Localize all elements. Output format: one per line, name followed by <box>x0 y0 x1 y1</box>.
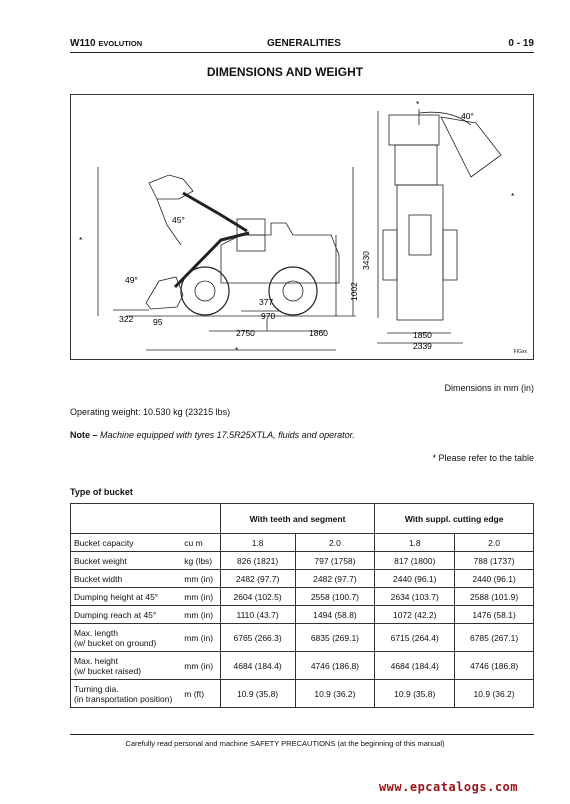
cell-value: 1072 (42.2) <box>375 606 455 624</box>
cell-value: 10.9 (36.2) <box>295 680 375 708</box>
wheelbase-front-label: 2750 <box>236 328 255 338</box>
width-label: 2339 <box>413 341 432 351</box>
row-label: Max. height (w/ bucket raised) <box>71 652 185 680</box>
row-unit: kg (lbs) <box>184 552 220 570</box>
rear-view-bucket <box>389 115 439 145</box>
model-name: W110 EVOLUTION <box>70 38 143 49</box>
header-rule <box>70 52 534 53</box>
row-label: Max. length (w/ bucket on ground) <box>71 624 185 652</box>
row-unit: mm (in) <box>184 624 220 652</box>
section-title: GENERALITIES <box>267 38 341 49</box>
table-header-row <box>71 504 534 534</box>
tyre-note <box>70 430 355 440</box>
table-header-cutting-edge: With suppl. cutting edge <box>375 504 534 534</box>
table-row <box>71 534 534 552</box>
cell-value: 2588 (101.9) <box>455 588 534 606</box>
cell-value: 2440 (96.1) <box>455 570 534 588</box>
footer-rule <box>70 734 534 735</box>
table-row <box>71 624 534 652</box>
ground-clearance-label: 377 <box>259 297 274 307</box>
star-label-side: * <box>511 191 515 201</box>
cell-value: 2482 (97.7) <box>220 570 295 588</box>
loader-drawing <box>71 95 535 361</box>
cell-value: 1110 (43.7) <box>220 606 295 624</box>
bucket-spec-table <box>70 503 534 708</box>
table-header-teeth: With teeth and segment <box>220 504 375 534</box>
page-title: DIMENSIONS AND WEIGHT <box>206 65 364 79</box>
page-header <box>70 38 534 52</box>
cell-value: 2440 (96.1) <box>375 570 455 588</box>
table-reference: * Please refer to the table <box>432 453 534 463</box>
cab-height-label: 1002 <box>349 282 359 301</box>
overall-height-label: 3430 <box>361 251 371 270</box>
lowered-bucket <box>146 277 183 309</box>
page-number: 0 - 19 <box>508 38 534 49</box>
steer-angle-label: 40° <box>461 111 474 121</box>
safety-footer: Carefully read personal and machine SAFETY PRECAUTIONS (at the beginning of this manual) <box>125 739 445 748</box>
table-header-blank <box>71 504 221 534</box>
cell-value: 1476 (58.1) <box>455 606 534 624</box>
table-row <box>71 680 534 708</box>
star-label-height: * <box>79 235 83 245</box>
note-label: Note – <box>70 430 98 440</box>
table-row <box>71 552 534 570</box>
front-wheel <box>181 267 229 315</box>
dump-angle-label: 45° <box>172 215 185 225</box>
cell-value: 2604 (102.5) <box>220 588 295 606</box>
cell-value: 6765 (266.3) <box>220 624 295 652</box>
cell-value: 2.0 <box>295 534 375 552</box>
row-label: Turning dia. (in transportation position) <box>71 680 185 708</box>
cell-value: 4746 (186.8) <box>295 652 375 680</box>
loader-body <box>221 223 339 283</box>
cell-value: 10.9 (36.2) <box>455 680 534 708</box>
operating-weight: Operating weight: 10.530 kg (23215 lbs) <box>70 407 231 417</box>
steer-angle-arc <box>419 112 471 125</box>
row-label: Bucket weight <box>71 552 185 570</box>
row-label: Bucket width <box>71 570 185 588</box>
cell-value: 826 (1821) <box>220 552 295 570</box>
wheelbase-rear-label: 1860 <box>309 328 328 338</box>
table-row <box>71 606 534 624</box>
rear-view-arms <box>395 145 437 185</box>
cell-value: 10.9 (35.8) <box>220 680 295 708</box>
steer-bucket-swung <box>441 117 501 177</box>
axle-dim-label: 970 <box>261 311 276 321</box>
cell-value: 2.0 <box>455 534 534 552</box>
cell-value: 6715 (264.4) <box>375 624 455 652</box>
bucket-dim-label: 95 <box>153 317 163 327</box>
row-unit: cu m <box>184 534 220 552</box>
cell-value: 797 (1758) <box>295 552 375 570</box>
cell-value: 6785 (267.1) <box>455 624 534 652</box>
cell-value: 6835 (269.1) <box>295 624 375 652</box>
row-label: Bucket capacity <box>71 534 185 552</box>
star-label-width: * <box>416 99 420 109</box>
star-label-length: * <box>235 345 239 355</box>
rear-view-body <box>397 185 443 320</box>
cell-value: 788 (1737) <box>455 552 534 570</box>
bucket-offset-label: 322 <box>119 314 134 324</box>
cell-value: 10.9 (35.8) <box>375 680 455 708</box>
row-unit: m (ft) <box>184 680 220 708</box>
figure-code: FIGxx <box>513 349 527 355</box>
bucket-heading: Type of bucket <box>70 487 133 497</box>
cell-value: 1494 (58.8) <box>295 606 375 624</box>
raised-arm-link <box>157 199 181 245</box>
row-unit: mm (in) <box>184 606 220 624</box>
dimension-figure <box>70 94 534 360</box>
row-unit: mm (in) <box>184 570 220 588</box>
row-unit: mm (in) <box>184 652 220 680</box>
cell-value: 1.8 <box>375 534 455 552</box>
rear-wheel <box>269 267 317 315</box>
row-label: Dumping height at 45° <box>71 588 185 606</box>
row-unit: mm (in) <box>184 588 220 606</box>
table-row <box>71 652 534 680</box>
note-text: Machine equipped with tyres 17.5R25XTLA, fluids and operator. <box>100 430 355 440</box>
cell-value: 817 (1800) <box>375 552 455 570</box>
cell-value: 4684 (184.4) <box>375 652 455 680</box>
row-label: Dumping reach at 45° <box>71 606 185 624</box>
cell-value: 1.8 <box>220 534 295 552</box>
table-row <box>71 588 534 606</box>
units-note: Dimensions in mm (in) <box>444 383 534 393</box>
rollback-angle-label: 49° <box>125 275 138 285</box>
lift-arm <box>175 233 249 287</box>
cell-value: 2634 (103.7) <box>375 588 455 606</box>
cell-value: 2482 (97.7) <box>295 570 375 588</box>
watermark: www.epcatalogs.com <box>378 780 518 794</box>
cell-value: 2558 (100.7) <box>295 588 375 606</box>
cell-value: 4684 (184.4) <box>220 652 295 680</box>
cell-value: 4746 (186.8) <box>455 652 534 680</box>
table-row <box>71 570 534 588</box>
track-label: 1850 <box>413 330 432 340</box>
